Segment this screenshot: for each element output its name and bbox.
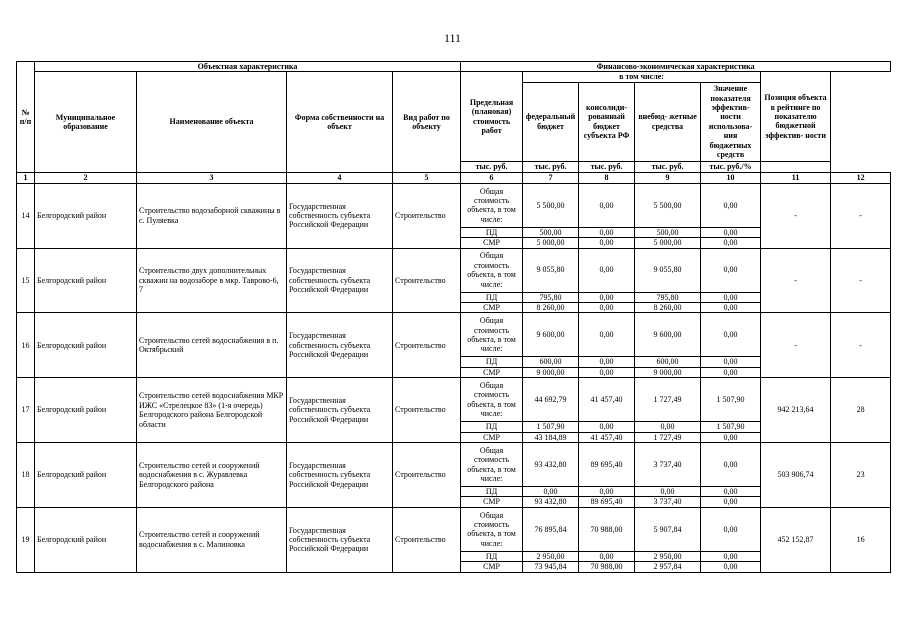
total-value-cell: 5 907,84 xyxy=(635,507,701,551)
smr-value-cell: 1 727,49 xyxy=(635,432,701,442)
column-number: 11 xyxy=(761,172,831,183)
total-value-cell: 89 695,40 xyxy=(579,443,635,487)
column-number: 7 xyxy=(523,172,579,183)
row-number: 19 xyxy=(17,507,35,572)
smr-value-cell: 8 260,00 xyxy=(635,303,701,313)
smr-value-cell: 70 988,00 xyxy=(579,562,635,572)
total-value-cell: 9 600,00 xyxy=(523,313,579,357)
pd-label: ПД xyxy=(461,357,523,367)
table-row xyxy=(17,378,891,422)
header-work-type: Вид работ по объекту xyxy=(393,72,461,172)
total-value-cell: 76 895,84 xyxy=(523,507,579,551)
total-value-cell: 9 600,00 xyxy=(635,313,701,357)
total-cost-label: Общая стоимость объекта, в том числе: xyxy=(461,507,523,551)
total-value-cell: 5 500,00 xyxy=(635,183,701,227)
unit-cell: тыс. руб. xyxy=(635,161,701,172)
object-name-cell: Строительство сетей водоснабжения МКР ИЖС «Стрелецкое 83» (1-я очередь) Белгородского района Белгородской области xyxy=(137,378,287,443)
pd-value-cell: 0,00 xyxy=(579,487,635,497)
efficiency-indicator-cell: - xyxy=(761,248,831,313)
ownership-cell: Государственная собственность субъекта Российской Федерации xyxy=(287,507,393,572)
smr-value-cell: 0,00 xyxy=(579,367,635,377)
header-municipality: Муниципальное образование xyxy=(35,72,137,172)
work-type-cell: Строительство xyxy=(393,443,461,508)
header-limit-cost: Предельная (плановая) стоимость работ xyxy=(461,72,523,161)
pd-value-cell: 0,00 xyxy=(579,227,635,237)
page-number: 111 xyxy=(443,31,462,45)
municipality-cell: Белгородский район xyxy=(35,248,137,313)
column-number: 6 xyxy=(461,172,523,183)
smr-value-cell: 0,00 xyxy=(701,238,761,248)
pd-value-cell: 500,00 xyxy=(635,227,701,237)
smr-label: СМР xyxy=(461,238,523,248)
row-number: 14 xyxy=(17,183,35,248)
object-name-cell: Строительство сетей и сооружений водоснабжения в с. Журавлевка Белгородского района xyxy=(137,443,287,508)
column-number: 8 xyxy=(579,172,635,183)
rating-cell: - xyxy=(831,248,891,313)
smr-value-cell: 8 260,00 xyxy=(523,303,579,313)
total-value-cell: 3 737,40 xyxy=(635,443,701,487)
municipality-cell: Белгородский район xyxy=(35,313,137,378)
smr-value-cell: 9 000,00 xyxy=(635,367,701,377)
pd-value-cell: 600,00 xyxy=(523,357,579,367)
pd-label: ПД xyxy=(461,551,523,561)
header-federal: федеральный бюджет xyxy=(523,82,579,161)
header-object-name: Наименование объекта xyxy=(137,72,287,172)
total-value-cell: 1 507,90 xyxy=(701,378,761,422)
table-row xyxy=(17,248,891,292)
header-rating: Позиция объекта в рейтинге по показателю бюджетной эффектив- ности xyxy=(761,72,831,161)
ownership-cell: Государственная собственность субъекта Российской Федерации xyxy=(287,183,393,248)
municipality-cell: Белгородский район xyxy=(35,507,137,572)
smr-value-cell: 41 457,40 xyxy=(579,432,635,442)
table-row xyxy=(17,183,891,227)
column-number: 2 xyxy=(35,172,137,183)
row-number: 18 xyxy=(17,443,35,508)
smr-value-cell: 0,00 xyxy=(701,562,761,572)
header-efficiency-indicator: Значение показателя эффектив- ности использова- ния бюджетных средств xyxy=(701,82,761,161)
work-type-cell: Строительство xyxy=(393,248,461,313)
row-number: 15 xyxy=(17,248,35,313)
smr-value-cell: 5 000,00 xyxy=(635,238,701,248)
ownership-cell: Государственная собственность субъекта Российской Федерации xyxy=(287,313,393,378)
total-value-cell: 93 432,80 xyxy=(523,443,579,487)
municipality-cell: Белгородский район xyxy=(35,378,137,443)
header-financial-characteristics: Финансово-экономическая характеристика xyxy=(461,62,891,72)
efficiency-indicator-cell: 503 906,74 xyxy=(761,443,831,508)
smr-label: СМР xyxy=(461,497,523,507)
pd-value-cell: 795,80 xyxy=(635,292,701,302)
total-cost-label: Общая стоимость объекта, в том числе: xyxy=(461,378,523,422)
smr-value-cell: 93 432,80 xyxy=(523,497,579,507)
table-row xyxy=(17,507,891,551)
total-value-cell: 0,00 xyxy=(701,183,761,227)
row-number: 17 xyxy=(17,378,35,443)
pd-value-cell: 0,00 xyxy=(701,487,761,497)
smr-value-cell: 0,00 xyxy=(701,303,761,313)
column-number: 9 xyxy=(635,172,701,183)
smr-label: СМР xyxy=(461,432,523,442)
pd-value-cell: 2 950,00 xyxy=(523,551,579,561)
ownership-cell: Государственная собственность субъекта Российской Федерации xyxy=(287,248,393,313)
pd-label: ПД xyxy=(461,292,523,302)
total-value-cell: 0,00 xyxy=(701,507,761,551)
pd-value-cell: 0,00 xyxy=(701,227,761,237)
total-value-cell: 0,00 xyxy=(701,443,761,487)
object-name-cell: Строительство двух дополнительных скважин на водозаборе в мкр. Таврово-6, 7 xyxy=(137,248,287,313)
table-row xyxy=(17,313,891,357)
pd-value-cell: 0,00 xyxy=(701,292,761,302)
total-cost-label: Общая стоимость объекта, в том числе: xyxy=(461,183,523,227)
unit-cell: тыс. руб. xyxy=(461,161,523,172)
pd-value-cell: 2 950,00 xyxy=(635,551,701,561)
efficiency-indicator-cell: - xyxy=(761,183,831,248)
pd-value-cell: 0,00 xyxy=(579,422,635,432)
total-value-cell: 0,00 xyxy=(701,248,761,292)
smr-value-cell: 43 184,89 xyxy=(523,432,579,442)
column-number: 4 xyxy=(287,172,393,183)
header-consolidated: консолиди- рованный бюджет субъекта РФ xyxy=(579,82,635,161)
column-number: 10 xyxy=(701,172,761,183)
smr-value-cell: 89 695,40 xyxy=(579,497,635,507)
column-number: 5 xyxy=(393,172,461,183)
rating-cell: 23 xyxy=(831,443,891,508)
pd-label: ПД xyxy=(461,422,523,432)
row-number: 16 xyxy=(17,313,35,378)
total-value-cell: 9 055,80 xyxy=(635,248,701,292)
work-type-cell: Строительство xyxy=(393,378,461,443)
smr-value-cell: 3 737,40 xyxy=(635,497,701,507)
rating-cell: 28 xyxy=(831,378,891,443)
total-value-cell: 1 727,49 xyxy=(635,378,701,422)
work-type-cell: Строительство xyxy=(393,313,461,378)
smr-value-cell: 0,00 xyxy=(579,303,635,313)
object-name-cell: Строительство сетей и сооружений водоснабжения в с. Малиновка xyxy=(137,507,287,572)
unit-cell: тыс. руб. xyxy=(579,161,635,172)
smr-value-cell: 2 957,84 xyxy=(635,562,701,572)
efficiency-indicator-cell: - xyxy=(761,313,831,378)
header-num: № п/п xyxy=(17,62,35,173)
column-number: 3 xyxy=(137,172,287,183)
pd-value-cell: 1 507,90 xyxy=(701,422,761,432)
total-value-cell: 5 500,00 xyxy=(523,183,579,227)
total-cost-label: Общая стоимость объекта, в том числе: xyxy=(461,248,523,292)
municipality-cell: Белгородский район xyxy=(35,183,137,248)
smr-label: СМР xyxy=(461,367,523,377)
pd-value-cell: 0,00 xyxy=(579,551,635,561)
rating-cell: 16 xyxy=(831,507,891,572)
work-type-cell: Строительство xyxy=(393,507,461,572)
investment-table xyxy=(16,61,891,573)
total-value-cell: 9 055,80 xyxy=(523,248,579,292)
pd-value-cell: 600,00 xyxy=(635,357,701,367)
object-name-cell: Строительство сетей водоснабжения в п. Октябрьский xyxy=(137,313,287,378)
total-value-cell: 0,00 xyxy=(579,313,635,357)
total-value-cell: 0,00 xyxy=(579,183,635,227)
unit-cell: тыс. руб./% xyxy=(701,161,761,172)
object-name-cell: Строительство водозаборной скважины в с. Пуляевка xyxy=(137,183,287,248)
efficiency-indicator-cell: 452 152,87 xyxy=(761,507,831,572)
pd-value-cell: 500,00 xyxy=(523,227,579,237)
header-including: в том числе: xyxy=(523,72,761,82)
pd-label: ПД xyxy=(461,487,523,497)
pd-value-cell: 0,00 xyxy=(635,487,701,497)
pd-value-cell: 0,00 xyxy=(635,422,701,432)
header-extra-budgetary: внебюд- жетные средства xyxy=(635,82,701,161)
ownership-cell: Государственная собственность субъекта Российской Федерации xyxy=(287,443,393,508)
smr-value-cell: 0,00 xyxy=(701,367,761,377)
smr-label: СМР xyxy=(461,562,523,572)
total-cost-label: Общая стоимость объекта, в том числе: xyxy=(461,313,523,357)
rating-cell: - xyxy=(831,313,891,378)
total-cost-label: Общая стоимость объекта, в том числе: xyxy=(461,443,523,487)
pd-value-cell: 0,00 xyxy=(701,357,761,367)
column-number: 12 xyxy=(831,172,891,183)
pd-value-cell: 0,00 xyxy=(523,487,579,497)
pd-value-cell: 0,00 xyxy=(579,292,635,302)
work-type-cell: Строительство xyxy=(393,183,461,248)
total-value-cell: 44 692,79 xyxy=(523,378,579,422)
smr-value-cell: 9 000,00 xyxy=(523,367,579,377)
pd-label: ПД xyxy=(461,227,523,237)
total-value-cell: 0,00 xyxy=(579,248,635,292)
smr-value-cell: 0,00 xyxy=(701,497,761,507)
municipality-cell: Белгородский район xyxy=(35,443,137,508)
pd-value-cell: 0,00 xyxy=(579,357,635,367)
smr-value-cell: 5 000,00 xyxy=(523,238,579,248)
pd-value-cell: 1 507,90 xyxy=(523,422,579,432)
smr-value-cell: 73 945,84 xyxy=(523,562,579,572)
smr-label: СМР xyxy=(461,303,523,313)
smr-value-cell: 0,00 xyxy=(701,432,761,442)
smr-value-cell: 0,00 xyxy=(579,238,635,248)
unit-cell: тыс. руб. xyxy=(523,161,579,172)
pd-value-cell: 0,00 xyxy=(701,551,761,561)
header-ownership: Форма собственности на объект xyxy=(287,72,393,172)
table-row xyxy=(17,443,891,487)
efficiency-indicator-cell: 942 213,64 xyxy=(761,378,831,443)
rating-cell: - xyxy=(831,183,891,248)
pd-value-cell: 795,80 xyxy=(523,292,579,302)
total-value-cell: 0,00 xyxy=(701,313,761,357)
total-value-cell: 70 988,00 xyxy=(579,507,635,551)
header-object-characteristics: Объектная характеристика xyxy=(35,62,461,72)
total-value-cell: 41 457,40 xyxy=(579,378,635,422)
column-number-row xyxy=(17,172,891,183)
ownership-cell: Государственная собственность субъекта Российской Федерации xyxy=(287,378,393,443)
column-number: 1 xyxy=(17,172,35,183)
